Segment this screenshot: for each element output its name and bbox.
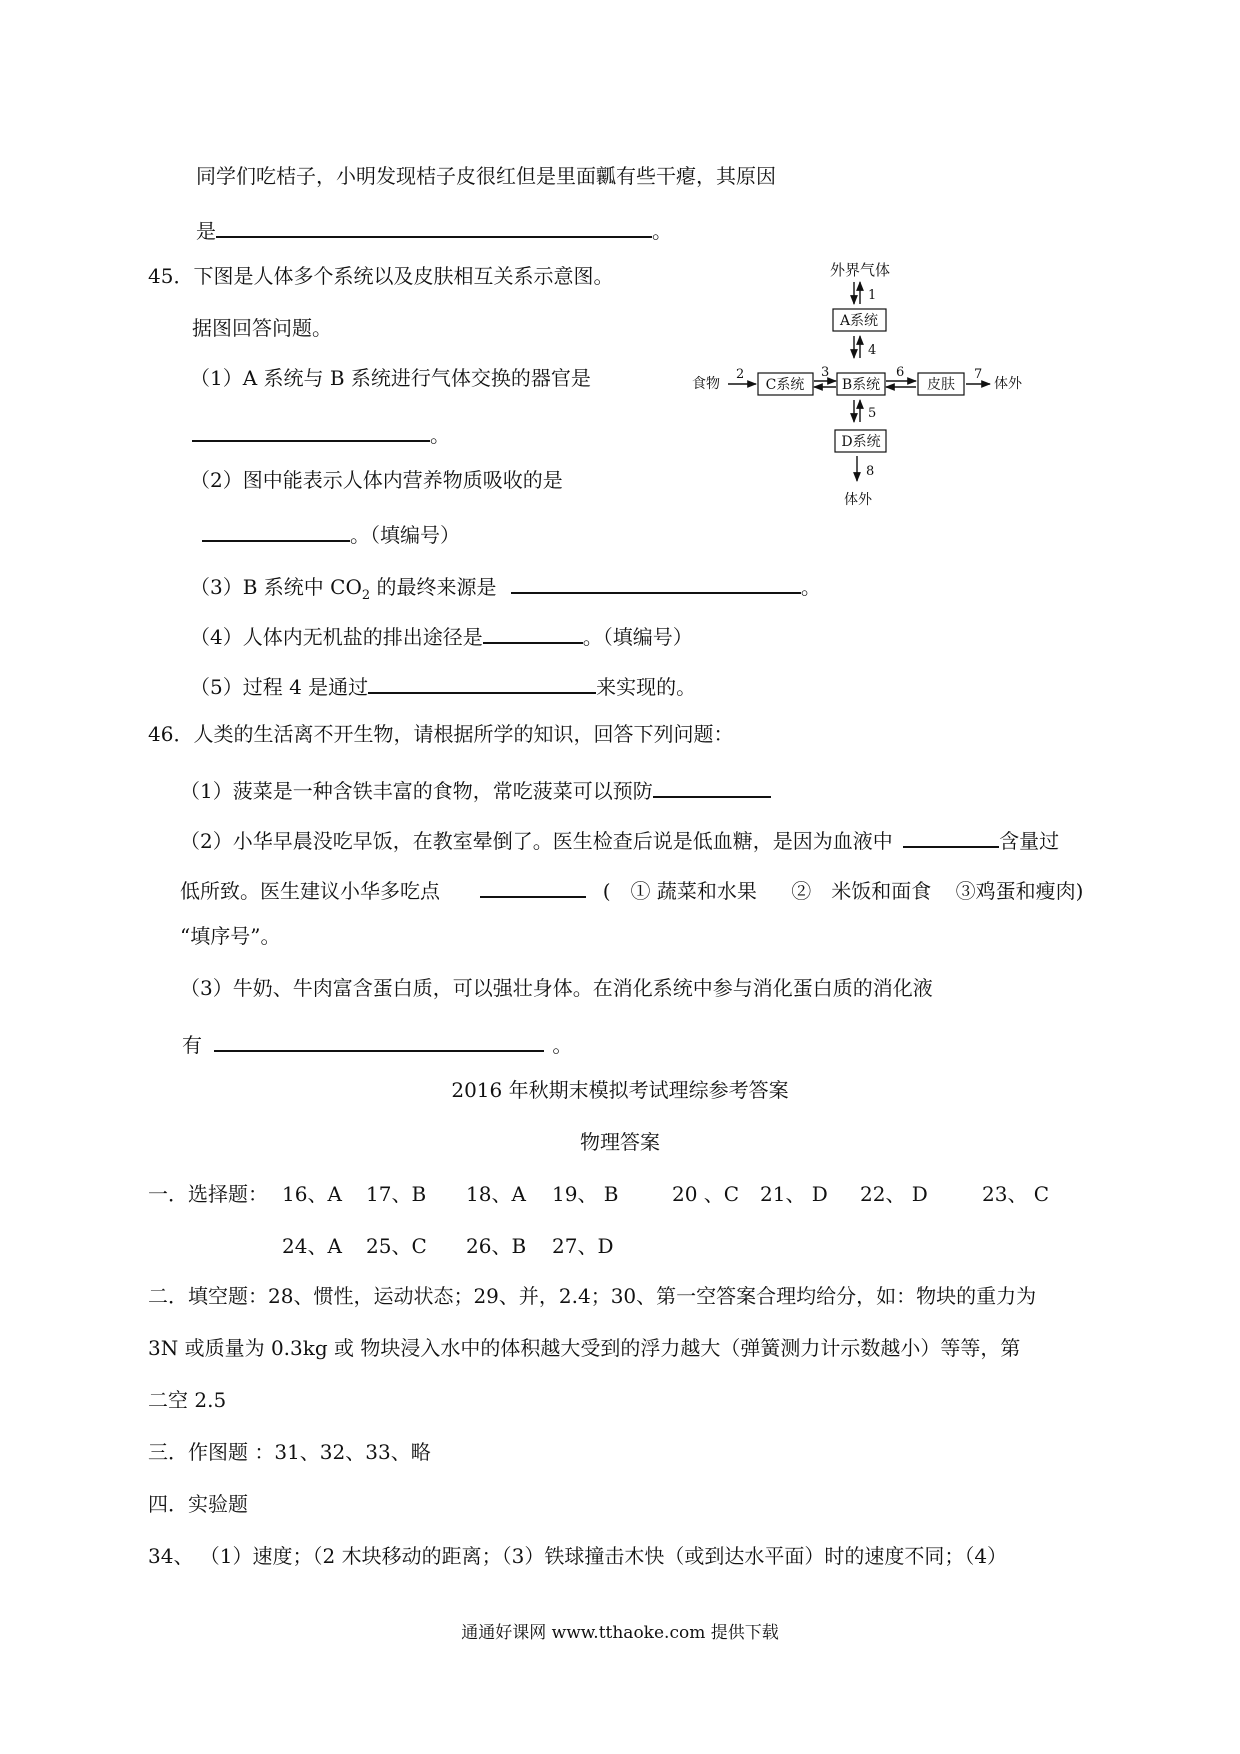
q46-sub2-line3: “填序号”。: [180, 924, 281, 948]
mc-answer: 24、A: [282, 1234, 342, 1258]
system-b-label: B系统: [841, 377, 881, 393]
q45-sub3: [190, 572, 821, 602]
q34-answer: 34、 （1）速度；（2 木块移动的距离；（3）铁球撞击木快（或到达水平面）时的速度不同；（4）: [148, 1544, 1008, 1568]
q45-stem-1: 45．下图是人体多个系统以及皮肤相互关系示意图。: [148, 264, 614, 288]
q46-stem: 46．人类的生活离不开生物，请根据所学的知识，回答下列问题：: [148, 722, 734, 746]
footer-source: 通通好课网 www.tthaoke.com 提供下载: [461, 1623, 779, 1643]
q45-sub4: [190, 622, 693, 647]
q46-sub2-option3: ③鸡蛋和瘦肉): [955, 879, 1084, 903]
mc-answer: 23、 C: [982, 1182, 1050, 1206]
q46-sub3-line2: [182, 1030, 572, 1055]
q44-line2: [196, 216, 672, 241]
q46-sub2-option1: ( ① 蔬菜和水果: [602, 879, 757, 903]
q44-prefix: 是: [196, 219, 216, 243]
mc-answer: 25、C: [366, 1234, 427, 1258]
q46-sub2-text-b: 含量过: [999, 829, 1060, 853]
q46-sub2-line2: [180, 876, 1083, 901]
fill-answer-line2: 3N 或质量为 0.3kg 或 物块浸入水中的体积越大受到的浮力越大（弹簧测力计示数越小）等等，第: [148, 1336, 1021, 1360]
q45-sub2-answer: [202, 520, 460, 545]
q45-sub3-rest: 的最终来源是: [370, 575, 497, 599]
q45-sub5-prefix: （5）过程 4 是通过: [190, 675, 369, 699]
q45-sub2-blank: [202, 520, 350, 542]
q46-sub3-line1: （3）牛奶、牛肉富含蛋白质，可以强壮身体。在消化系统中参与消化蛋白质的消化液: [180, 976, 933, 1000]
q45-sub4-suffix: 。（填编号）: [582, 625, 693, 649]
q44-line1: 同学们吃桔子，小明发现桔子皮很红但是里面瓤有些干瘪，其原因: [196, 164, 776, 188]
q46-sub1: [180, 776, 771, 801]
physics-title: 物理答案: [580, 1130, 660, 1154]
system-a-label: A系统: [839, 313, 879, 329]
system-d-label: D系统: [841, 434, 881, 450]
q46-sub2-blank1: [903, 826, 999, 848]
mc-answer: 22、 D: [860, 1182, 928, 1206]
q46-sub3-suffix: 。: [552, 1033, 573, 1057]
label-1: 1: [868, 288, 877, 303]
label-7: 7: [974, 367, 983, 382]
q45-sub4-blank: [483, 622, 583, 644]
q46-sub2-line1: [180, 826, 1059, 851]
label-4: 4: [868, 343, 877, 358]
outside-bottom-label: 体外: [844, 492, 872, 508]
mc-answer: 18、A: [466, 1182, 526, 1206]
q45-sub4-prefix: （4）人体内无机盐的排出途径是: [190, 625, 483, 649]
system-c-label: C系统: [765, 377, 805, 393]
q45-sub5-blank: [368, 672, 596, 694]
q46-sub2-option2: ② 米饭和面食: [791, 879, 932, 903]
q45-sub3-blank: [511, 572, 801, 594]
mc-answer: 17、B: [366, 1182, 427, 1206]
q46-sub3-blank: [214, 1030, 544, 1052]
q45-sub3-prefix: （3）B 系统中 CO: [190, 575, 362, 599]
label-2: 2: [736, 367, 745, 382]
q46-sub2-text-c: 低所致。医生建议小华多吃点: [180, 879, 440, 903]
label-6: 6: [896, 365, 905, 380]
label-3: 3: [821, 365, 830, 380]
q44-suffix: 。: [652, 219, 672, 243]
q44-blank: [216, 216, 652, 238]
fill-answer-line3: 二空 2.5: [148, 1388, 227, 1412]
q45-stem-2: 据图回答问题。: [192, 316, 332, 340]
q45-sub5-suffix: 来实现的。: [596, 675, 697, 699]
q45-sub3-suffix: 。: [800, 575, 821, 599]
mc-answer: 27、D: [552, 1234, 614, 1258]
answers-title: 2016 年秋期末模拟考试理综参考答案: [451, 1078, 789, 1102]
q46-sub2-text-a: （2）小华早晨没吃早饭，在教室晕倒了。医生检查后说是低血糖，是因为血液中: [180, 829, 893, 853]
experiment-heading: 四．实验题: [148, 1492, 248, 1516]
q45-sub1-answer: [192, 420, 450, 445]
q45-sub5: [190, 672, 696, 697]
q45-sub1: （1）A 系统与 B 系统进行气体交换的器官是: [190, 366, 591, 390]
mc-answer: 21、 D: [760, 1182, 828, 1206]
q46-sub1-blank: [653, 776, 771, 798]
q45-sub2: （2）图中能表示人体内营养物质吸收的是: [190, 468, 563, 492]
label-5: 5: [868, 406, 877, 421]
q45-sub3-subscript: 2: [361, 588, 371, 603]
label-8: 8: [866, 464, 875, 479]
outside-air-label: 外界气体: [829, 261, 891, 279]
body-systems-diagram: [690, 258, 1050, 520]
skin-label: 皮肤: [927, 377, 955, 393]
mc-label: 一．选择题：: [148, 1182, 268, 1206]
outside-right-label: 体外: [994, 376, 1022, 392]
q45-sub1-suffix: 。: [430, 423, 450, 447]
fill-answer-line1: 二．填空题：28、惯性，运动状态；29、并，2.4；30、第一空答案合理均给分，如：物块的重力为: [148, 1284, 1037, 1308]
q46-sub2-blank2: [480, 876, 586, 898]
mc-row-1: [148, 1184, 268, 1204]
mc-answer: 26、B: [466, 1234, 527, 1258]
draw-answer: 三．作图题 ：31、32、33、略: [148, 1440, 431, 1464]
q46-sub1-text: （1）菠菜是一种含铁丰富的食物，常吃菠菜可以预防: [180, 779, 653, 803]
mc-answer: 16、A: [282, 1182, 342, 1206]
food-label: 食物: [692, 376, 720, 392]
q45-sub2-suffix: 。（填编号）: [350, 523, 460, 547]
q45-sub1-blank: [192, 420, 430, 442]
mc-answer: 19、 B: [552, 1182, 619, 1206]
mc-answer: 20 、C: [672, 1182, 740, 1206]
q46-sub3-prefix: 有: [182, 1033, 202, 1057]
